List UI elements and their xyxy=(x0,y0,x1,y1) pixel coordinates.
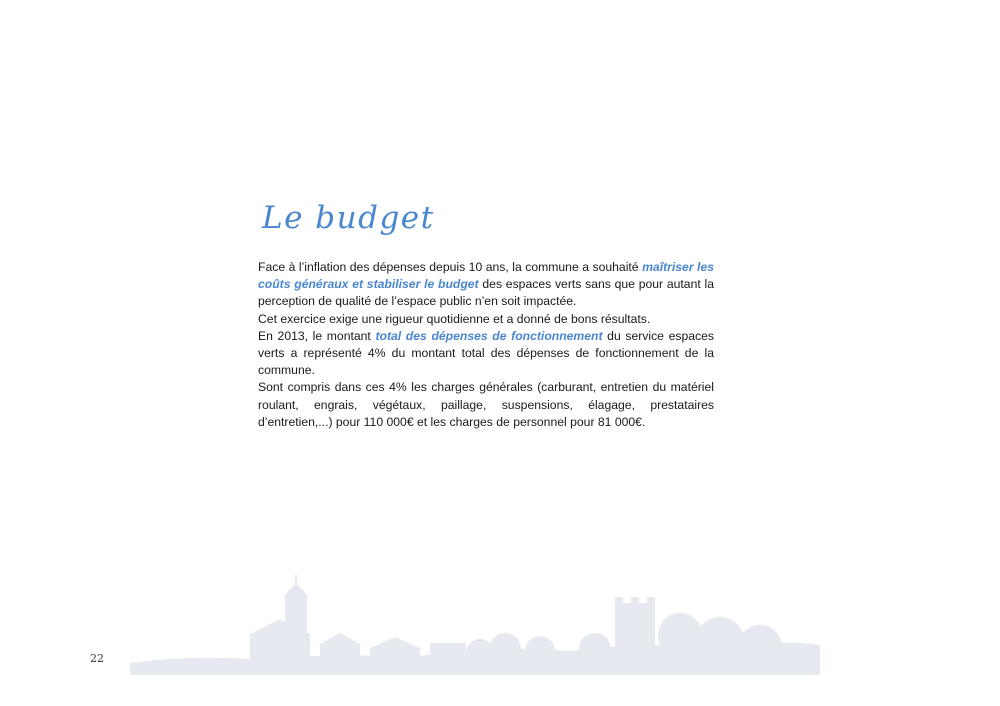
page-title: Le budget xyxy=(262,200,435,236)
paragraph-3 xyxy=(258,328,714,380)
paragraph-1-start: Face à l’inflation des dépenses depuis 10 ans, la commune a souhaité xyxy=(258,260,643,274)
paragraph-1-end: des espaces verts sans que pour autant la perception de qualité de l’espace public n’en soit impactée. xyxy=(258,277,714,309)
body-text xyxy=(258,259,714,431)
page-number: 22 xyxy=(90,652,104,665)
highlight-expenses: total des dépenses de fonctionnement xyxy=(375,328,603,343)
paragraph-3-start: En 2013, le montant xyxy=(258,328,376,343)
paragraph-3-end: du service espaces verts a représenté 4% du montant total des dépenses de fonctionnement de la commune. xyxy=(258,328,714,378)
paragraph-1 xyxy=(258,259,714,311)
paragraph-4: Sont compris dans ces 4% les charges générales (carburant, entretien du matériel roulant, engrais, végétaux, paillage, suspensions, élagage, prestataires d’entretien,...) pour 110 000€ et les charges de personnel pour 81 000€. xyxy=(258,380,714,429)
highlight-budget: maîtriser les coûts généraux et stabiliser le budget xyxy=(258,260,714,292)
paragraph-2: Cet exercice exige une rigueur quotidienne et a donné de bons résultats. xyxy=(258,311,651,326)
town-skyline-illustration xyxy=(130,575,820,675)
